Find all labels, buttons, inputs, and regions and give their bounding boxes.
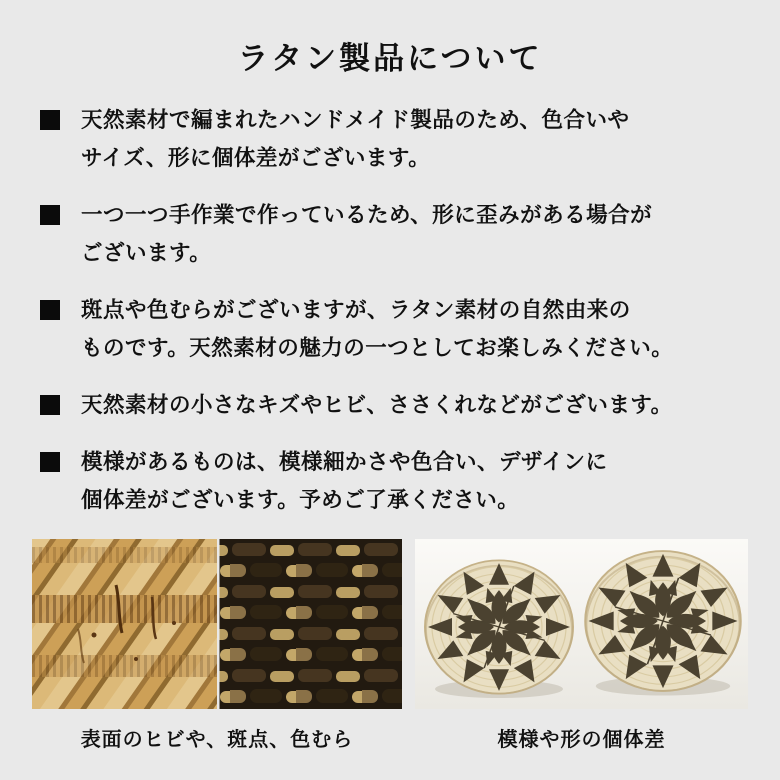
note-text (81, 291, 673, 367)
figures-row (32, 539, 780, 752)
figure-surface-variation (32, 539, 402, 752)
photo-divider (217, 539, 220, 709)
rattan-weave-closeup-photo (32, 539, 402, 709)
note-text (81, 386, 673, 424)
note-line: 斑点や色むらがございますが、ラタン素材の自然由来の (81, 298, 631, 322)
page-title: ラタン製品について (237, 41, 543, 76)
dark-rattan-weave-photo (218, 539, 402, 709)
figure-caption: 表面のヒビや、斑点、色むら (80, 729, 354, 751)
note-item (40, 386, 750, 424)
patterned-plates-photo (415, 539, 748, 709)
bullet-square-icon (40, 300, 60, 320)
note-line: ございます。 (81, 241, 212, 265)
notes-list (40, 101, 750, 519)
bullet-square-icon (40, 452, 60, 472)
note-item (40, 291, 750, 367)
light-rattan-weave-photo (32, 539, 218, 709)
note-item (40, 101, 750, 177)
note-line: ものです。天然素材の魅力の一つとしてお楽しみください。 (81, 336, 674, 360)
bullet-square-icon (40, 205, 60, 225)
note-line: 模様があるものは、模様細かさや色合い、デザインに (81, 450, 608, 474)
note-line: 個体差がございます。予めご了承ください。 (81, 488, 520, 512)
bullet-square-icon (40, 395, 60, 415)
note-text (81, 443, 608, 519)
note-line: 天然素材の小さなキズやヒビ、ささくれなどがございます。 (81, 393, 673, 417)
note-line: 一つ一つ手作業で作っているため、形に歪みがある場合が (81, 203, 653, 227)
note-item (40, 196, 750, 272)
figure-pattern-variation (415, 539, 748, 752)
note-item (40, 443, 750, 519)
figure-caption: 模様や形の個体差 (497, 729, 666, 751)
note-text (81, 196, 652, 272)
note-line: 天然素材で編まれたハンドメイド製品のため、色合いや (81, 108, 630, 132)
note-text (81, 101, 630, 177)
bullet-square-icon (40, 110, 60, 130)
note-line: サイズ、形に個体差がございます。 (81, 146, 431, 170)
